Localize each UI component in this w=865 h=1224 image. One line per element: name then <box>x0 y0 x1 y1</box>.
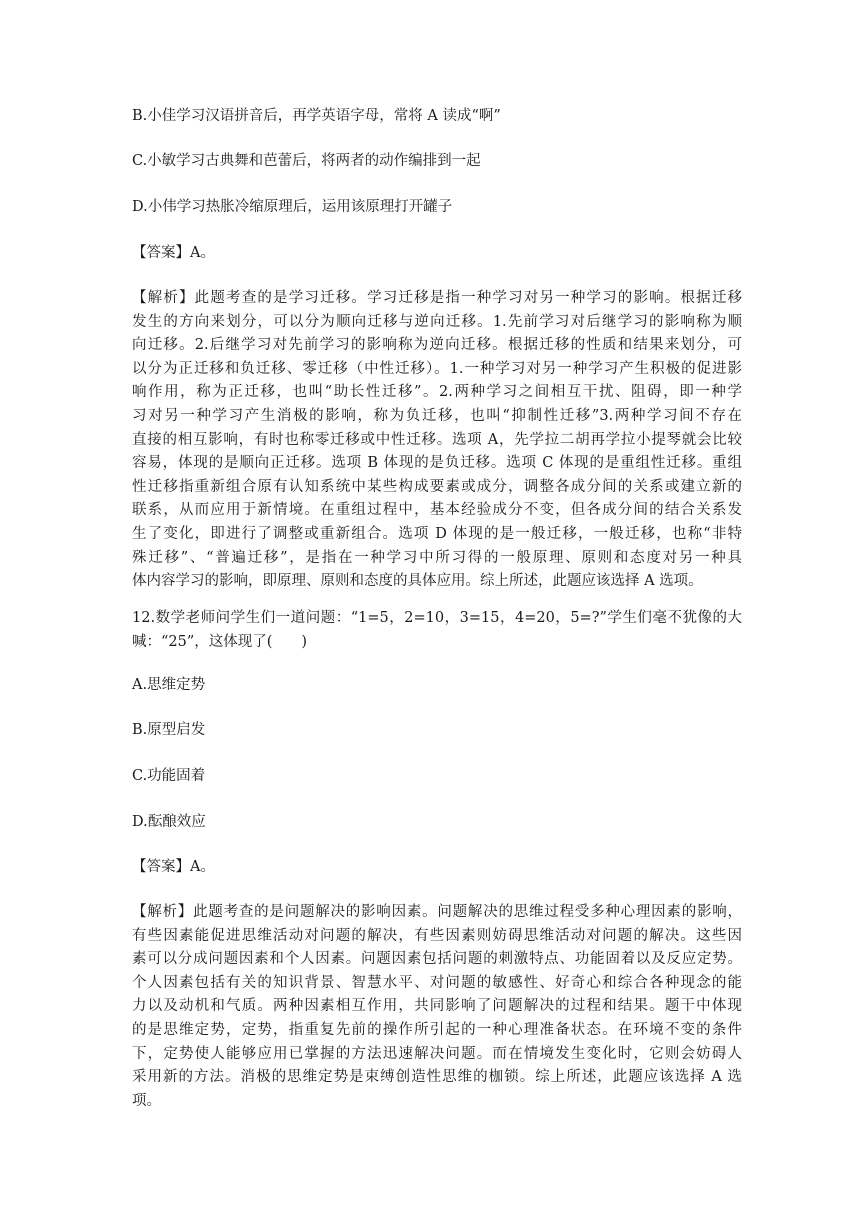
analysis-line: 联系，从而应用于新情境。在重组过程中，基本经验成分不变，但各成分间的结合关系发 <box>132 502 742 519</box>
analysis-line: 容易，体现的是顺向正迁移。选项 B 体现的是负迁移。选项 C 体现的是重组性迁移。重组 <box>132 455 742 472</box>
analysis-line: 个人因素包括有关的知识背景、智慧水平、对问题的敏感性、好奇心和综合各种现念的能 <box>132 974 742 991</box>
q12-analysis <box>132 901 742 1113</box>
analysis-line: 向迁移。2.后继学习对先前学习的影响称为逆向迁移。根据迁移的性质和结果来划分，可 <box>132 337 742 354</box>
q11-analysis <box>132 287 742 594</box>
q11-option-c: C.小敏学习古典舞和芭蕾后，将两者的动作编排到一起 <box>132 153 481 169</box>
analysis-line: 力以及动机和气质。两种因素相互作用，共同影响了问题解决的过程和结果。题干中体现 <box>132 998 742 1015</box>
analysis-line: 【解析】此题考查的是问题解决的影响因素。问题解决的思维过程受多种心理因素的影响， <box>132 904 742 920</box>
analysis-line: 下，定势使人能够应用已掌握的方法迅速解决问题。而在情境发生变化时，它则会妨碍人 <box>132 1045 742 1062</box>
analysis-line: 【解析】此题考查的是学习迁移。学习迁移是指一种学习对另一种学习的影响。根据迁移 <box>132 290 742 306</box>
q12-option-b: B.原型启发 <box>132 722 206 738</box>
q12-option-d: D.酝酿效应 <box>132 814 206 830</box>
q12-stem <box>132 607 742 654</box>
analysis-line: 直接的相互影响，有时也称零迁移或中性迁移。选项 A，先学拉二胡再学拉小提琴就会比较 <box>132 431 742 448</box>
analysis-line: 殊迁移”、“普遍迁移”，是指在一种学习中所习得的一般原理、原则和态度对另一种具 <box>132 549 742 566</box>
analysis-line: 有些因素能促进思维活动对问题的解决，有些因素则妨碍思维活动对问题的解决。这些因 <box>132 927 742 944</box>
analysis-line: 性迁移指重新组合原有认知系统中某些构成要素或成分，调整各成分间的关系或建立新的 <box>132 478 742 495</box>
analysis-line: 以分为正迁移和负迁移、零迁移（中性迁移）。1.一种学习对另一种学习产生积极的促进影 <box>132 360 742 377</box>
q11-option-b: B.小佳学习汉语拼音后，再学英语字母，常将 A 读成“啊” <box>132 108 501 124</box>
analysis-line: 发生的方向来划分，可以分为顺向迁移与逆向迁移。1.先前学习对后继学习的影响称为顺 <box>132 313 742 330</box>
analysis-line: 采用新的方法。消极的思维定势是束缚创造性思维的枷锁。综上所述，此题应该选择 A 选 <box>132 1069 742 1086</box>
q12-answer: 【答案】A。 <box>132 859 215 875</box>
q11-answer: 【答案】A。 <box>132 245 215 261</box>
question-stem-line: 12.数学老师问学生们一道问题：“1=5，2=10，3=15，4=20，5=?”学生们毫不犹像的大 <box>132 610 742 626</box>
analysis-line: 项。 <box>132 1092 161 1109</box>
analysis-line: 生了变化，即进行了调整或重新组合。选项 D 体现的是一般迁移，一般迁移，也称“非特 <box>132 525 742 542</box>
q12-option-c: C.功能固着 <box>132 768 206 784</box>
analysis-line: 素可以分成问题因素和个人因素。问题因素包括问题的刺激特点、功能固着以及反应定势。 <box>132 951 742 968</box>
analysis-line: 的是思维定势，定势，指重复先前的操作所引起的一种心理准备状态。在环境不变的条件 <box>132 1021 742 1038</box>
question-stem-line: 喊：“25”，这体现了( ) <box>132 633 308 650</box>
analysis-line: 体内容学习的影响，即原理、原则和态度的具体应用。综上所述，此题应该选择 A 选项。 <box>132 573 703 590</box>
analysis-line: 响作用，称为正迁移，也叫“助长性迁移”。2.两种学习之间相互干扰、阻碍，即一种学 <box>132 384 742 401</box>
q11-option-d: D.小伟学习热胀冷缩原理后，运用该原理打开罐子 <box>132 199 453 215</box>
q12-option-a: A.思维定势 <box>132 677 206 693</box>
analysis-line: 习对另一种学习产生消极的影响，称为负迁移，也叫“抑制性迁移”3.两种学习间不存在 <box>132 407 742 424</box>
